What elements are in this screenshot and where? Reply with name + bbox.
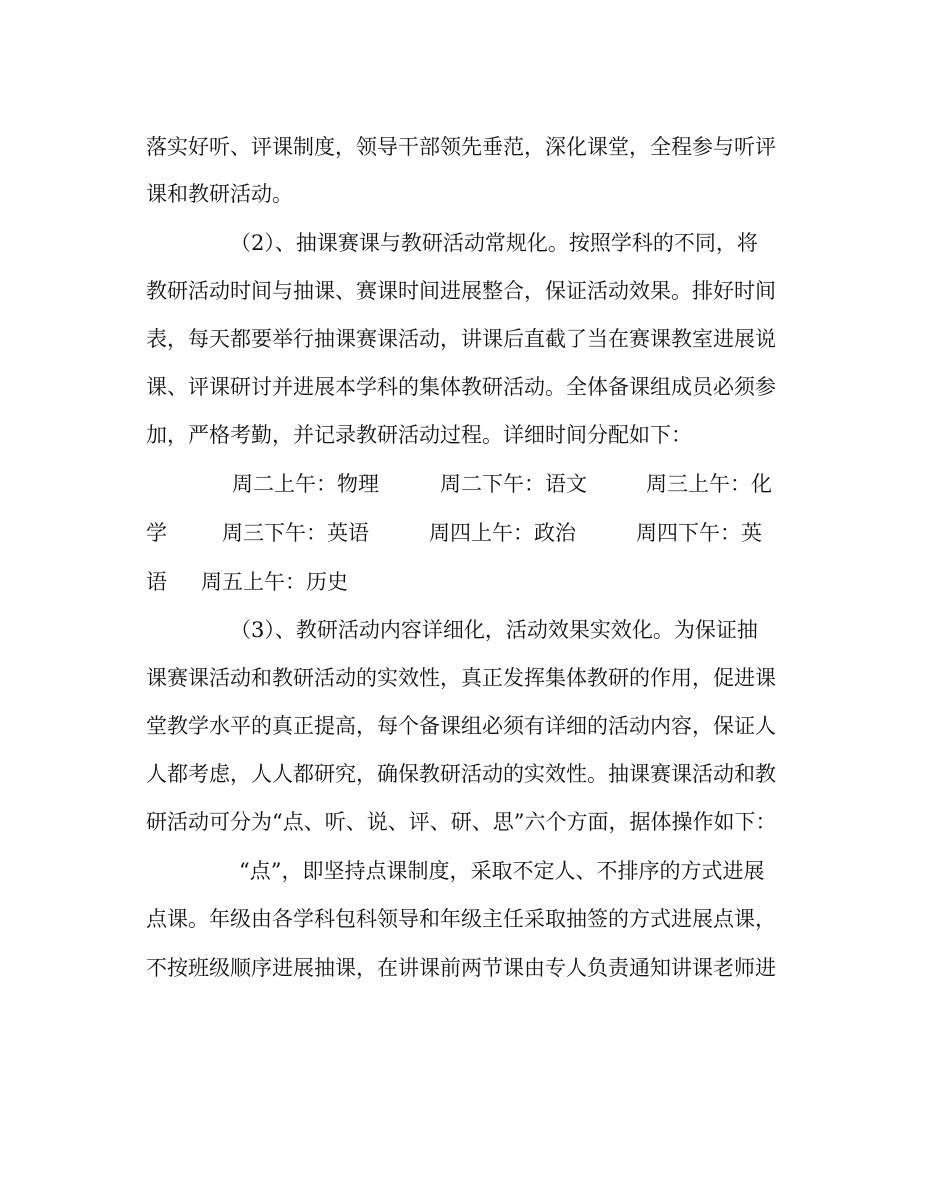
text-line-content: （2）、抽课赛课与教研活动常规化。按照学科的不同，将 bbox=[230, 231, 758, 255]
schedule-item: 学 bbox=[146, 521, 167, 545]
text-line-content: 堂教学水平的真正提高，每个备课组必须有详细的活动内容，保证人 bbox=[146, 714, 776, 738]
text-line bbox=[0, 420, 950, 450]
text-line bbox=[0, 904, 950, 934]
text-line-content: 点课。年级由各学科包科领导和年级主任采取抽签的方式进展点课， bbox=[146, 907, 776, 931]
text-line bbox=[0, 324, 950, 354]
schedule-item: 周三下午：英语 bbox=[222, 521, 369, 545]
text-line-content: 不按班级顺序进展抽课，在讲课前两节课由专人负责通知讲课老师进 bbox=[146, 956, 776, 980]
text-line bbox=[0, 228, 950, 258]
text-line bbox=[0, 663, 950, 693]
text-line bbox=[0, 132, 950, 162]
text-line-content: （3）、教研活动内容详细化，活动效果实效化。为保证抽 bbox=[230, 618, 758, 642]
text-line bbox=[0, 179, 950, 209]
schedule-item: 语 bbox=[146, 570, 167, 594]
schedule-item: 周二下午：语文 bbox=[440, 472, 587, 496]
text-line-content: “点”，即坚持点课制度，采取不定人、不排序的方式进展 bbox=[239, 859, 765, 883]
text-line bbox=[0, 372, 950, 402]
text-line bbox=[0, 807, 950, 837]
schedule-line bbox=[0, 518, 950, 548]
schedule-line bbox=[0, 469, 950, 499]
text-line-content: 人都考虑，人人都研究，确保教研活动的实效性。抽课赛课活动和教 bbox=[146, 762, 776, 786]
text-line bbox=[0, 953, 950, 983]
text-line-content: 课和教研活动。 bbox=[146, 182, 293, 206]
text-line-content: 课、评课研讨并进展本学科的集体教研活动。全体备课组成员必须参 bbox=[146, 375, 776, 399]
text-line-content: 教研活动时间与抽课、赛课时间进展整合，保证活动效果。排好时间 bbox=[146, 279, 776, 303]
text-line-content: 课赛课活动和教研活动的实效性，真正发挥集体教研的作用，促进课 bbox=[146, 666, 776, 690]
schedule-item: 周二上午：物理 bbox=[232, 472, 379, 496]
schedule-item: 周四上午：政治 bbox=[429, 521, 576, 545]
schedule-item: 周三上午：化 bbox=[646, 472, 772, 496]
text-line-content: 研活动可分为“点、听、说、评、研、思”六个方面，据体操作如下： bbox=[146, 810, 777, 834]
schedule-item: 周四下午：英 bbox=[636, 521, 762, 545]
text-line bbox=[0, 759, 950, 789]
schedule-item: 周五上午：历史 bbox=[201, 570, 348, 594]
text-line-content: 表，每天都要举行抽课赛课活动，讲课后直截了当在赛课教室进展说 bbox=[146, 327, 776, 351]
text-line bbox=[0, 276, 950, 306]
schedule-line bbox=[0, 567, 950, 597]
text-line-content: 落实好听、评课制度，领导干部领先垂范，深化课堂，全程参与听评 bbox=[146, 135, 776, 159]
text-line bbox=[0, 711, 950, 741]
text-line-content: 加，严格考勤，并记录教研活动过程。详细时间分配如下： bbox=[146, 423, 692, 447]
text-line bbox=[0, 615, 950, 645]
text-line bbox=[0, 856, 950, 886]
